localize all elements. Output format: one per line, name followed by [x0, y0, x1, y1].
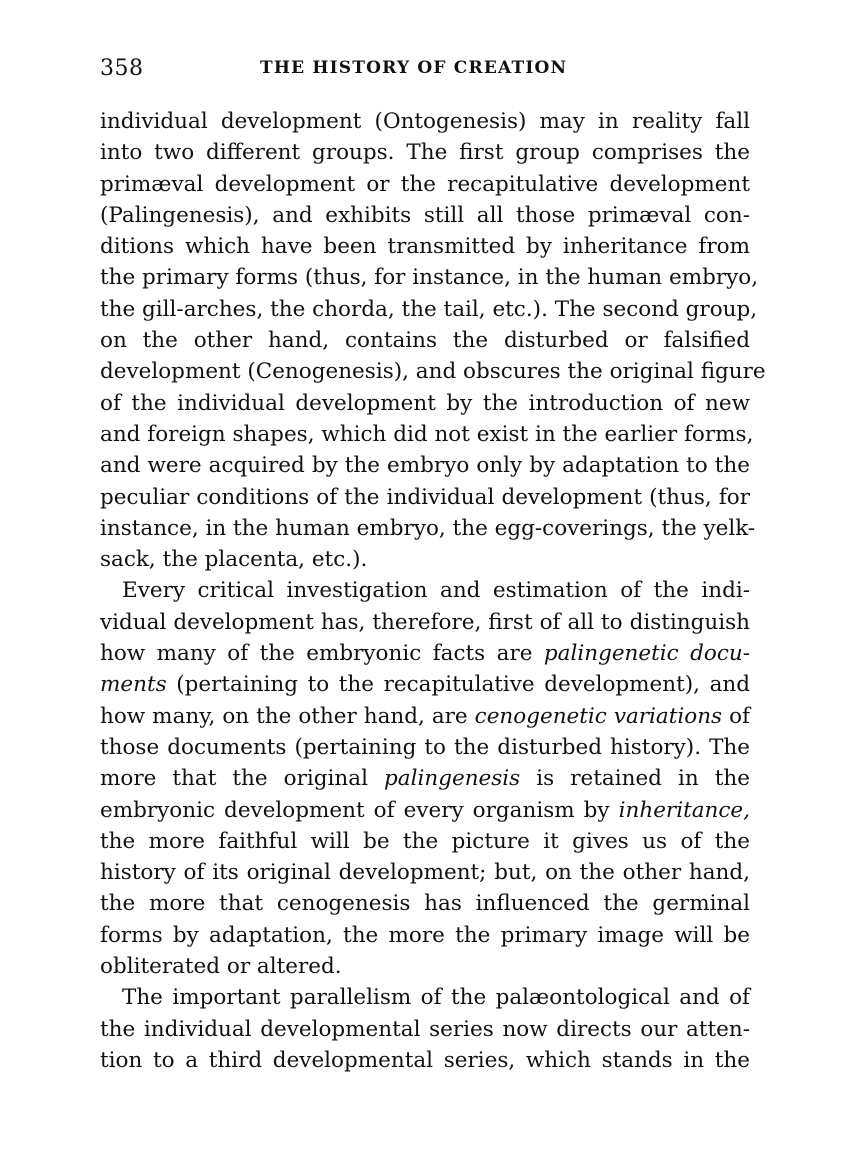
italic-term: palingenesis [384, 766, 521, 792]
text-line: primæval development or the recapitulative development [100, 171, 750, 197]
text-line: instance, in the human embryo, the egg-coverings, the yelk- [100, 515, 756, 541]
paragraph-2 [100, 575, 750, 982]
text-line: vidual development has, therefore, first of all to distinguish [100, 609, 750, 635]
text-line: the primary forms (thus, for instance, in the human embryo, [100, 265, 759, 291]
text-line: of the individual development by the introduction of new [100, 390, 750, 416]
text-line: the individual developmental series now directs our atten- [100, 1016, 750, 1042]
text-line: Every critical investigation and estimation of the indi- [122, 578, 750, 604]
text-line [100, 701, 750, 732]
text-line: obliterated or altered. [100, 954, 342, 980]
text-line: sack, the placenta, etc.). [100, 547, 368, 573]
text-run: how many, on the other hand, are [100, 703, 475, 729]
italic-term: inheritance, [618, 797, 750, 823]
italic-term: palingenetic docu- [543, 641, 750, 667]
page-number: 358 [100, 56, 144, 81]
running-title: THE HISTORY OF CREATION [260, 58, 568, 78]
text-line: forms by adaptation, the more the primary image will be [100, 922, 750, 948]
italic-term: cenogenetic variations [474, 703, 723, 729]
text-line: The important parallelism of the palæontological and of [122, 985, 750, 1011]
body-text [100, 106, 766, 1076]
text-line: individual development (Ontogenesis) may in reality fall [100, 109, 750, 134]
text-run: embryonic development of every organism by [100, 797, 619, 823]
text-line: (Palingenesis), and exhibits still all those primæval con- [100, 202, 750, 228]
book-page [100, 56, 766, 1076]
text-line: development (Cenogenesis), and obscures the original figure [100, 359, 766, 385]
running-head [100, 56, 750, 90]
text-run: how many of the embryonic facts are [100, 641, 544, 667]
text-line [100, 669, 750, 700]
text-run: of [722, 703, 750, 729]
text-line [100, 795, 750, 826]
paragraph-3 [100, 982, 750, 1076]
italic-term: ments [100, 672, 167, 698]
text-line [100, 638, 750, 669]
text-line: the more faithful will be the picture it gives us of the [100, 828, 750, 854]
text-line: peculiar conditions of the individual development (thus, for [100, 484, 750, 510]
text-line: on the other hand, contains the disturbed or falsified [100, 328, 750, 354]
text-run: is retained in the [520, 766, 750, 792]
text-line: those documents (pertaining to the disturbed history). The [100, 734, 750, 760]
text-line: ditions which have been transmitted by inheritance from [100, 234, 750, 260]
text-line: and foreign shapes, which did not exist in the earlier forms, [100, 421, 754, 447]
paragraph-1 [100, 106, 766, 575]
text-line [100, 763, 750, 794]
text-line: tion to a third developmental series, which stands in the [100, 1047, 750, 1073]
text-line: the more that cenogenesis has influenced the germinal [100, 891, 750, 917]
text-line: and were acquired by the embryo only by adaptation to the [100, 453, 750, 479]
text-run: more that the original [100, 766, 385, 792]
text-line: history of its original development; but, on the other hand, [100, 860, 750, 886]
text-run: (pertaining to the recapitulative development), and [166, 672, 750, 698]
text-line: the gill-arches, the chorda, the tail, etc.). The second group, [100, 296, 758, 322]
text-line: into two different groups. The first group comprises the [100, 140, 750, 166]
